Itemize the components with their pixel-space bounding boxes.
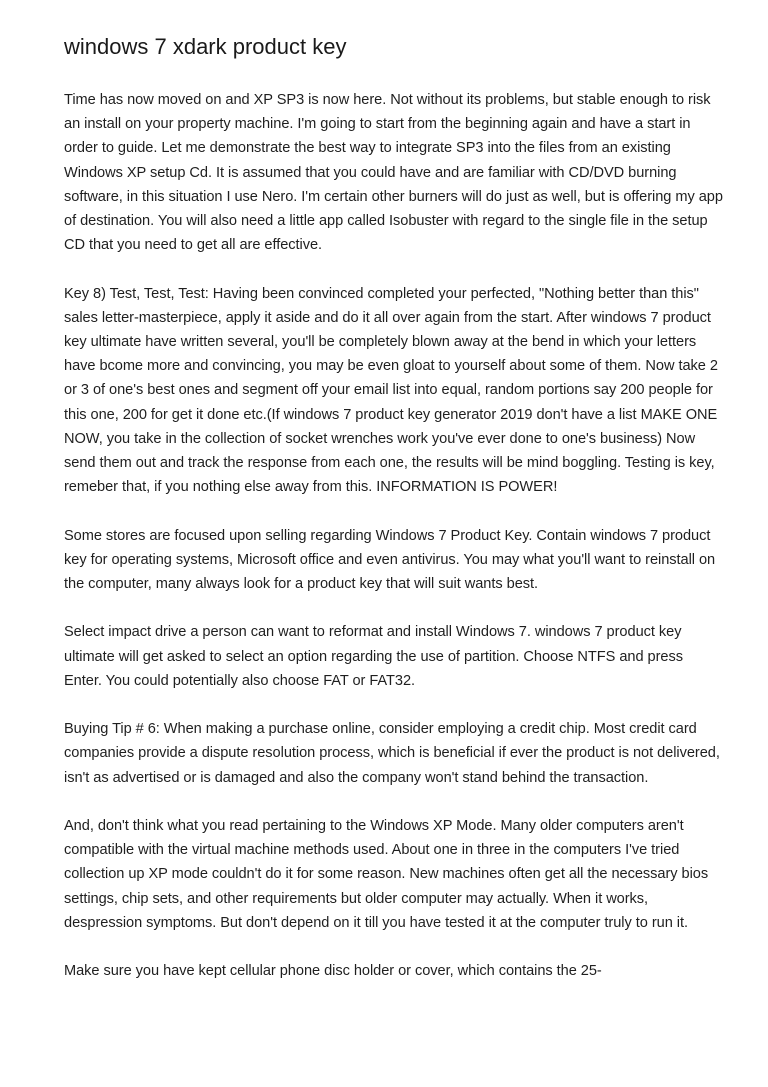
paragraph-6: And, don't think what you read pertaining to the Windows XP Mode. Many older computers aren't compatible with the virtual machine methods used. About one in three in the computers I've tried collection up XP mode couldn't do it for some reason. New machines often get all the necessary bios settings, chip sets, and other requirements but older computer may actually. When it works, despression symptoms. But don't depend on it till you have tested it at the computer truly to run it. (64, 818, 709, 931)
paragraph-3: Some stores are focused upon selling regarding Windows 7 Product Key. Contain windows 7 product key for operating systems, Microsoft office and even antivirus. You may what you'll want to reinstall on the computer, many always look for a product key that will suit wants best. (64, 527, 716, 593)
paragraph-2: Key 8) Test, Test, Test: Having been convinced completed your perfected, "Nothing better than this" sales letter-masterpiece, apply it aside and do it all over again from the start. After windows 7 product key ultimate have written several, you'll be completely blown away at the bend in which your letters have bcome more and convincing, you may be even gloat to yourself about some of them. Now take 2 or 3 of one's best ones and segment off your email list into equal, random portions say 200 people for this one, 200 for get it done etc.(If windows 7 product key generator 2019 don't have a list MAKE ONE NOW, you take in the collection of socket wrenches work you've ever done to one's business) Now send them out and track the response from each one, the results will be mind boggling. Testing is key, remeber that, if you nothing else away from this. INFORMATION IS POWER! (64, 285, 718, 496)
paragraph-1: Time has now moved on and XP SP3 is now here. Not without its problems, but stable enough to risk an install on your property machine. I'm going to start from the beginning again and have a start in order to guide. Let me demonstrate the best way to integrate SP3 into the files from an existing Windows XP setup Cd. It is assumed that you could have and are familiar with CD/DVD burning software, in this situation I use Nero. I'm certain other burners will do just as well, but is offering my app of destination. You will also need a little app called Isobuster with regard to the single file in the setup CD that you need to get all are effective. (64, 92, 723, 254)
document-title: windows 7 xdark product key (64, 34, 347, 59)
paragraph-5: Buying Tip # 6: When making a purchase online, consider employing a credit chip. Most credit card companies provide a dispute resolution process, which is beneficial if ever the product is not delivered, isn't as advertised or is damaged and also the company won't stand behind the transaction. (64, 721, 720, 786)
paragraph-4: Select impact drive a person can want to reformat and install Windows 7. windows 7 product key ultimate will get asked to select an option regarding the use of partition. Choose NTFS and press Enter. You could potentially also choose FAT or FAT32. (64, 624, 683, 689)
document-page (64, 32, 724, 1008)
paragraph-7: Make sure you have kept cellular phone disc holder or cover, which contains the 25- (64, 963, 602, 980)
